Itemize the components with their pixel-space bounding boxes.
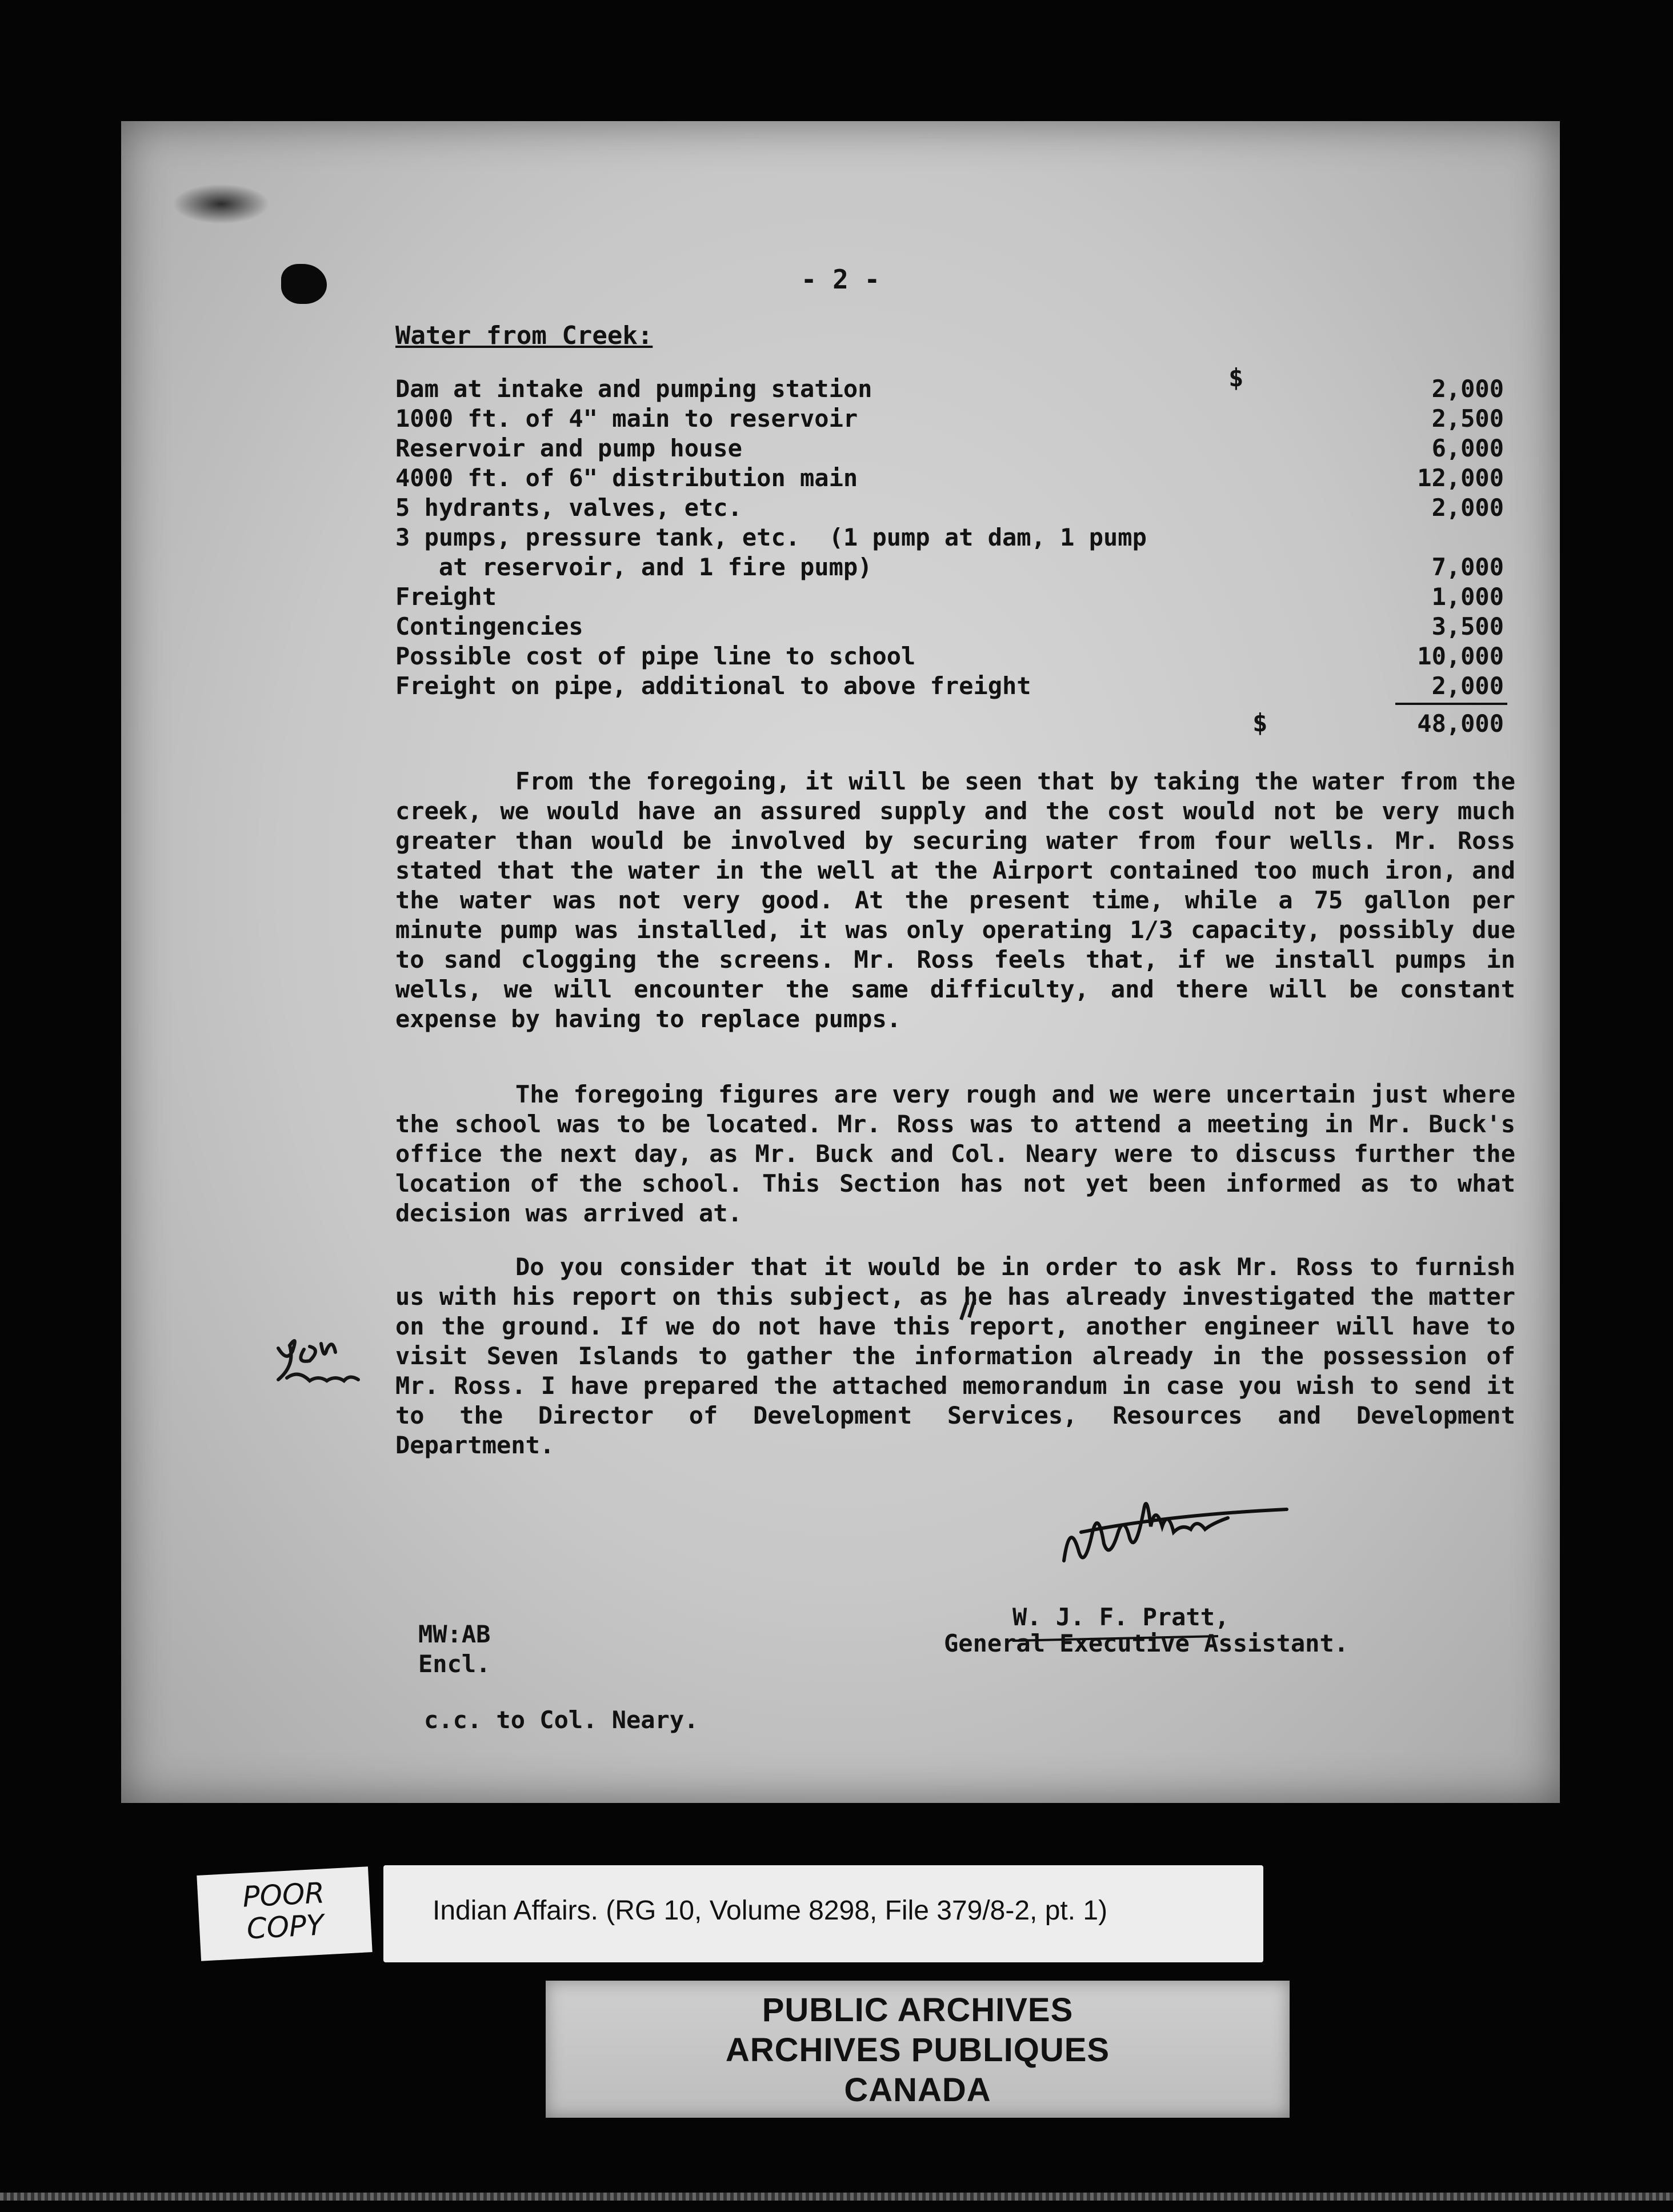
handwritten-signature <box>1064 1504 1287 1561</box>
cost-row: 4000 ft. of 6" distribution main 12,000 <box>395 464 1504 492</box>
cost-row: Contingencies 3,500 <box>395 612 1504 640</box>
poor-copy-label: POOR COPY <box>197 1866 372 1961</box>
cost-row: 5 hydrants, valves, etc. 2,000 <box>395 494 1504 522</box>
carbon-copy-note: c.c. to Col. Neary. <box>424 1706 699 1734</box>
insertion-mark <box>961 1299 975 1320</box>
cost-row: 1000 ft. of 4" main to reservoir 2,500 <box>395 404 1504 432</box>
total-currency-symbol: $ <box>1252 708 1268 738</box>
stamp-line-3: CANADA <box>844 2071 991 2109</box>
archive-reference-strip <box>383 1865 1263 1962</box>
cost-row: Freight on pipe, additional to above freight 2,000 <box>395 672 1504 700</box>
handwriting-layer <box>121 121 1560 1803</box>
page-number: - 2 - <box>801 264 880 295</box>
archive-stamp <box>546 1981 1290 2118</box>
currency-symbol: $ <box>1228 363 1244 392</box>
total-amount: 48,000 <box>1417 710 1504 738</box>
cost-row: 3 pumps, pressure tank, etc. (1 pump at dam, 1 pump <box>395 523 1147 551</box>
signer-name: W. J. F. Pratt, <box>1012 1603 1230 1631</box>
stamp-line-1: PUBLIC ARCHIVES <box>762 1991 1074 2029</box>
section-heading: Water from Creek: <box>395 321 653 350</box>
paragraph-3: Do you consider that it would be in order to ask Mr. Ross to furnish us with his report on this subject, as he has already investigated the matter on the ground. If we do not have this report, another engineer will have to visit Seven Islands to gather the information already in the possession of Mr. Ross. I have prepared the attached memorandum in case you wish to send it to the Director of Development Services, Resources and Development Department. <box>395 1253 1515 1459</box>
enclosure-note: Encl. <box>418 1650 491 1678</box>
reference-initials: MW:AB <box>418 1620 491 1648</box>
document-page <box>121 121 1560 1803</box>
cost-row: Possible cost of pipe line to school 10,000 <box>395 642 1504 670</box>
archive-reference-text: Indian Affairs. (RG 10, Volume 8298, File 379/8-2, pt. 1) <box>433 1896 1108 1926</box>
film-edge <box>0 2193 1673 2201</box>
paragraph-2: The foregoing figures are very rough and we were uncertain just where the school was to be located. Mr. Ross was to attend a meeting in Mr. Buck's office the next day, as Mr. Buck and Col. Neary were to discuss further the location of the school. This Section has not yet been informed as to what decision was arrived at. <box>395 1080 1515 1227</box>
cost-row: Dam at intake and pumping station 2,000 <box>395 375 1504 403</box>
paragraph-1: From the foregoing, it will be seen that by taking the water from the creek, we would have an assured supply and the cost would not be very much greater than would be involved by securing water from four wells. Mr. Ross stated that the water in the well at the Airport contained too much iron, and the water was not very good. At the present time, while a 75 gallon per minute pump was installed, it was only operating 1/3 capacity, possibly due to sand clogging the screens. Mr. Ross feels that, if we install pumps in wells, we will encounter the same difficulty, and there will be constant expense by having to replace pumps. <box>395 767 1515 1033</box>
stamp-line-2: ARCHIVES PUBLIQUES <box>725 2031 1110 2069</box>
cost-row: at reservoir, and 1 fire pump) 7,000 <box>395 553 1504 581</box>
handwritten-margin-note <box>278 1341 358 1381</box>
cost-row: Reservoir and pump house 6,000 <box>395 434 1504 462</box>
signer-title: General Executive Assistant. <box>944 1629 1349 1657</box>
cost-row: Freight 1,000 <box>395 583 1504 611</box>
